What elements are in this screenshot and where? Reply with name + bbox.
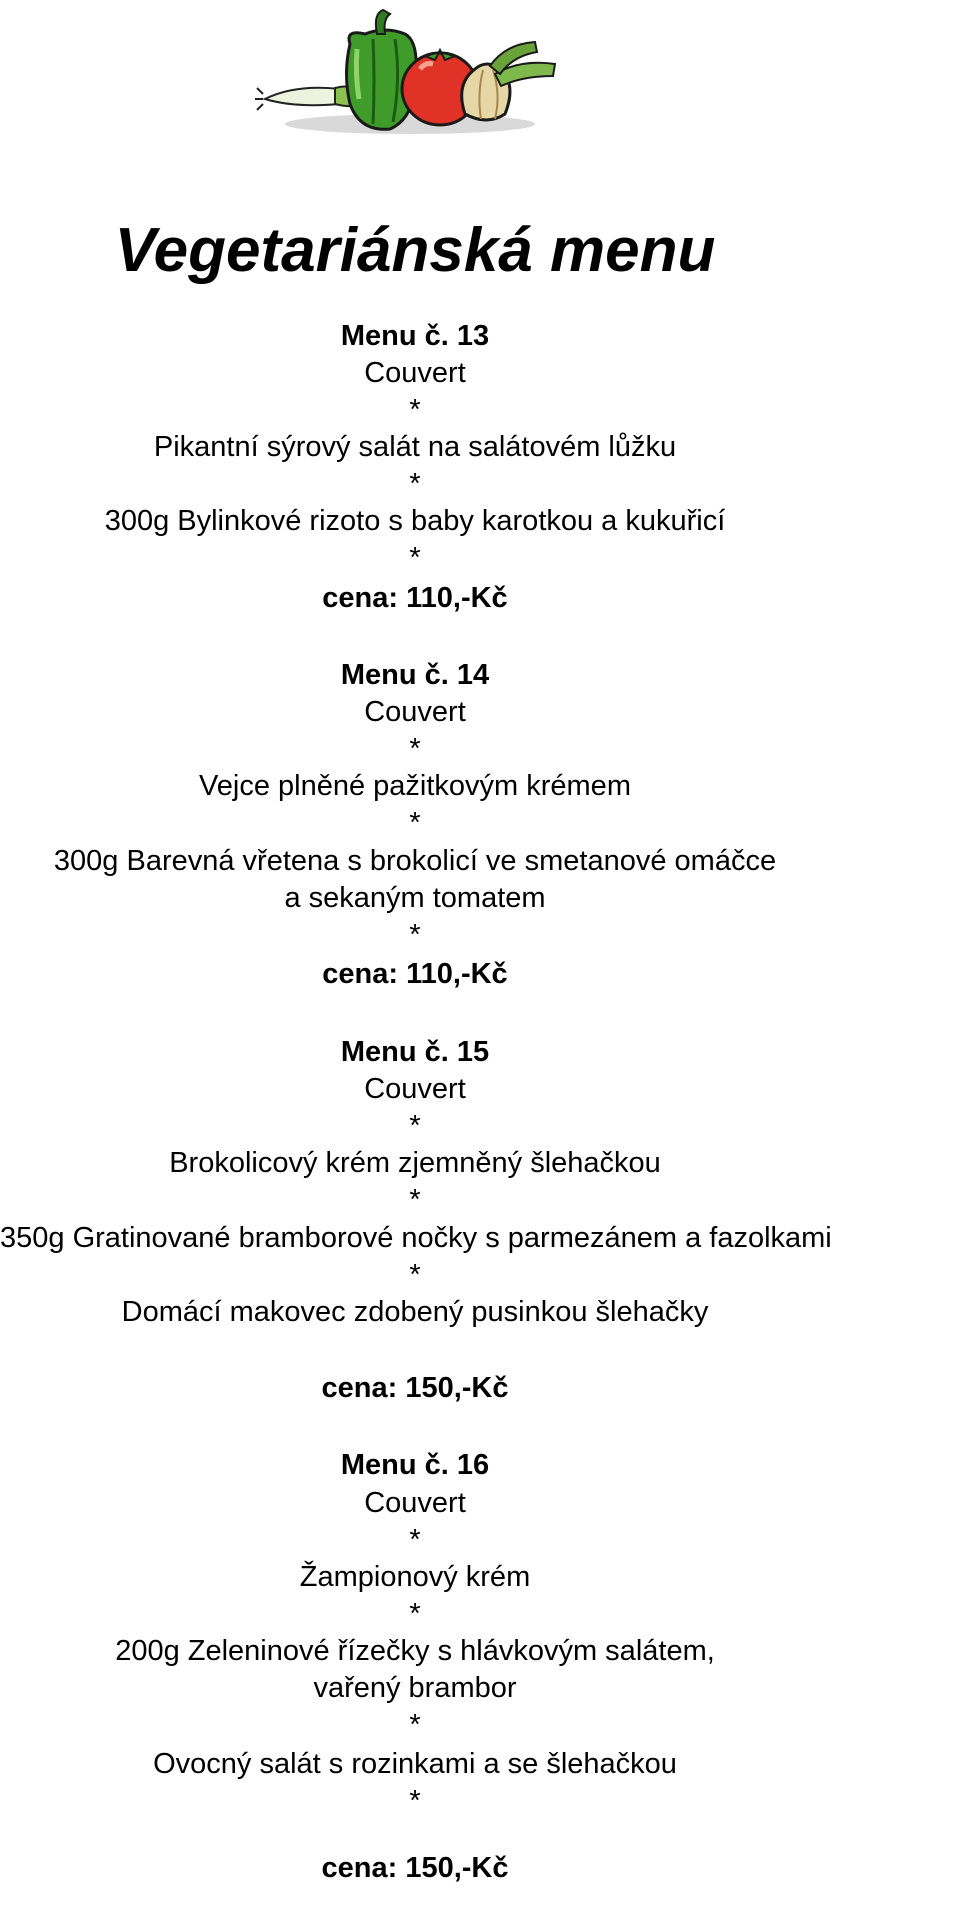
vegetables-illustration	[255, 4, 565, 139]
dish-line-continuation: a sekaným tomatem	[284, 882, 546, 914]
dish-line: 200g Zeleninové řízečky s hlávkovým salátem,	[115, 1635, 715, 1667]
pepper-icon	[347, 10, 417, 129]
separator-star: *	[409, 1110, 421, 1142]
separator-star: *	[409, 1184, 421, 1216]
separator-star: *	[409, 394, 421, 426]
couvert-line: Couvert	[364, 357, 466, 389]
separator-star: *	[409, 542, 421, 574]
dish-line: Pikantní sýrový salát na salátovém lůžku	[153, 431, 677, 463]
separator-star: *	[409, 1709, 421, 1741]
page-title: Vegetariánská menu	[114, 216, 716, 285]
separator-star: *	[409, 733, 421, 765]
couvert-line: Couvert	[364, 1487, 466, 1519]
separator-star: *	[409, 919, 421, 951]
price-line: cena: 150,-Kč	[321, 1372, 509, 1404]
menu-heading: Menu č. 14	[340, 659, 490, 691]
dish-line-continuation: vařený brambor	[313, 1672, 517, 1704]
dish-line: 300g Barevná vřetena s brokolicí ve smetanové omáčce	[53, 845, 777, 877]
dish-line: 300g Bylinkové rizoto s baby karotkou a kukuřicí	[104, 505, 726, 537]
dish-line: Žampionový krém	[299, 1561, 531, 1593]
price-line: cena: 150,-Kč	[321, 1852, 509, 1884]
separator-star: *	[409, 1259, 421, 1291]
dish-line: Brokolicový krém zjemněný šlehačkou	[169, 1147, 661, 1179]
couvert-line: Couvert	[364, 696, 466, 728]
price-line: cena: 110,-Kč	[322, 958, 508, 990]
dish-line: Vejce plněné pažitkovým krémem	[199, 770, 631, 802]
separator-star: *	[409, 1524, 421, 1556]
price-line: cena: 110,-Kč	[322, 582, 508, 614]
separator-star: *	[409, 468, 421, 500]
dessert-line: Domácí makovec zdobený pusinkou šlehačky	[121, 1296, 709, 1328]
dish-line: 350g Gratinované bramborové nočky s parmezánem a fazolkami	[0, 1222, 832, 1254]
menu-heading: Menu č. 13	[340, 320, 490, 352]
menu-heading: Menu č. 16	[340, 1449, 490, 1481]
leek-icon	[490, 42, 555, 86]
dessert-line: Ovocný salát s rozinkami a se šlehačkou	[153, 1748, 677, 1780]
separator-star: *	[409, 1785, 421, 1817]
couvert-line: Couvert	[364, 1073, 466, 1105]
separator-star: *	[409, 807, 421, 839]
menu-heading: Menu č. 15	[340, 1036, 490, 1068]
separator-star: *	[409, 1598, 421, 1630]
